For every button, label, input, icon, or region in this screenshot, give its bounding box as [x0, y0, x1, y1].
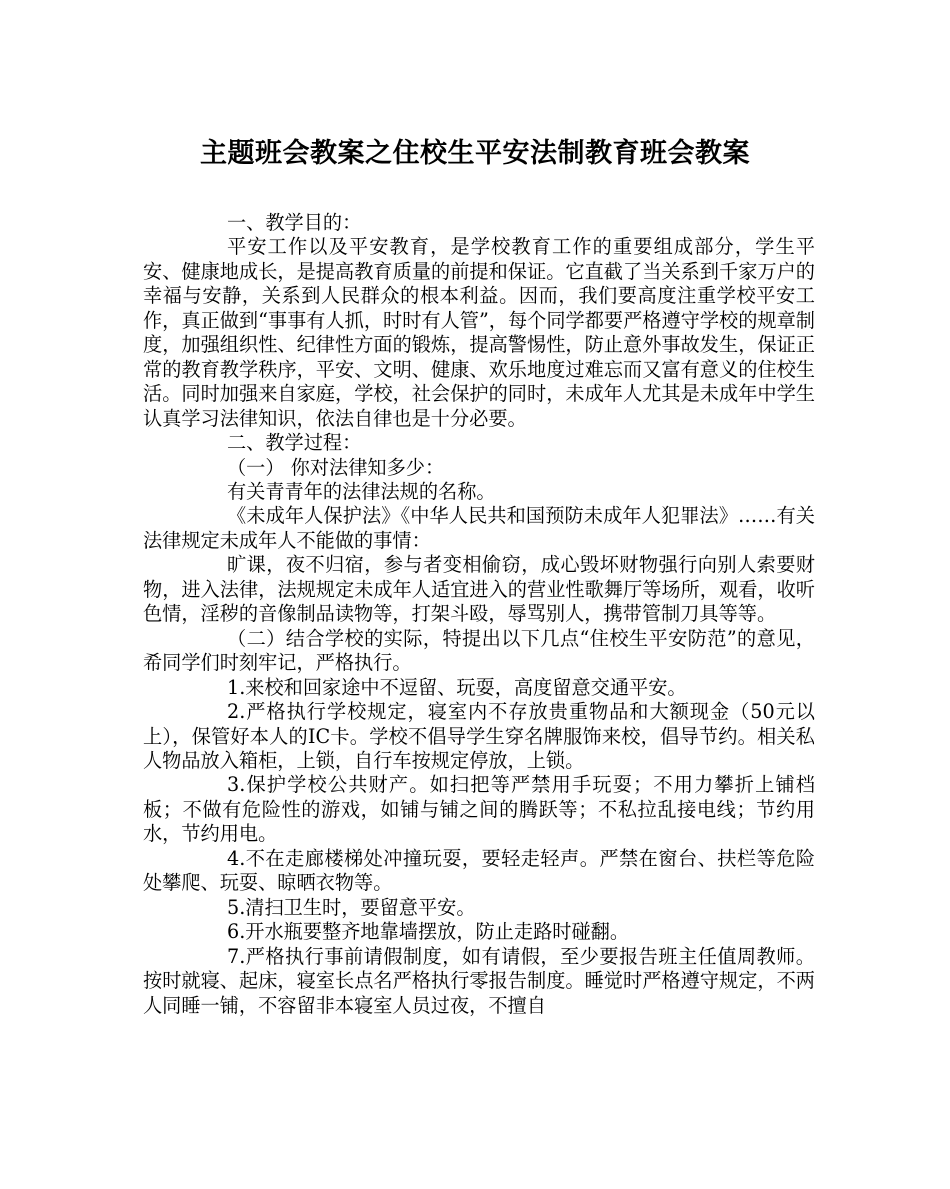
paragraph-rule-5: 5.清扫卫生时，要留意平安。 [227, 895, 476, 919]
paragraph-section-two-heading: （二）结合学校的实际，特提出以下几点“住校生平安防范”的意见，希同学们时刻牢记，严格执行。 [143, 626, 815, 675]
paragraph-section-one-heading: （一） 你对法律知多少： [227, 455, 445, 479]
paragraph-law-list: 《未成年人保护法》《中华人民共和国预防未成年人犯罪法》……有关法律规定未成年人不能做的事情： [143, 504, 815, 552]
paragraph-prohibited-acts: 旷课，夜不归宿，参与者变相偷窃，成心毁坏财物强行向别人索要财物，进入法律，法规规定未成年人适宜进入的营业性歌舞厅等场所，观看，收听色情，淫秽的音像制品读物等，打架斗殴，辱骂别人，携带管制刀具等等。 [143, 553, 815, 626]
document-body [143, 211, 815, 1018]
paragraph-law-names: 有关青青年的法律法规的名称。 [227, 479, 496, 503]
paragraph-rule-1: 1.来校和回家途中不逗留、玩耍，高度留意交通平安。 [227, 675, 687, 699]
paragraph-rule-6: 6.开水瓶要整齐地靠墙摆放，防止走路时碰翻。 [227, 920, 630, 944]
paragraph-process-heading: 二、教学过程： [227, 431, 362, 455]
paragraph-rule-7: 7.严格执行事前请假制度，如有请假，至少要报告班主任值周教师。按时就寝、起床，寝室长点名严格执行零报告制度。睡觉时严格遵守规定，不两人同睡一铺，不容留非本寝室人员过夜，不擅自 [143, 944, 815, 1017]
paragraph-rule-2: 2.严格执行学校规定，寝室内不存放贵重物品和大额现金（50元以上），保管好本人的IC卡。学校不倡导学生穿名牌服饰来校，倡导节约。相关私人物品放入箱柜，上锁，自行车按规定停放，上锁。 [143, 700, 815, 772]
paragraph-rule-3: 3.保护学校公共财产。如扫把等严禁用手玩耍；不用力攀折上铺档板；不做有危险性的游戏，如铺与铺之间的腾跃等；不私拉乱接电线；节约用水，节约用电。 [143, 773, 815, 846]
paragraph-rule-4: 4.不在走廊楼梯处冲撞玩耍，要轻走轻声。严禁在窗台、扶栏等危险处攀爬、玩耍、晾晒衣物等。 [143, 846, 815, 895]
paragraph-objective-text: 平安工作以及平安教育，是学校教育工作的重要组成部分，学生平安、健康地成长，是提高教育质量的前提和保证。它直截了当关系到千家万户的幸福与安静，关系到人民群众的根本利益。因而，我们要高度注重学校平安工作，真正做到“事事有人抓，时时有人管”，每个同学都要严格遵守学校的规章制度，加强组织性、纪律性方面的锻炼，提高警惕性，防止意外事故发生，保证正常的教育教学秩序，平安、文明、健康、欢乐地度过难忘而又富有意义的住校生活。同时加强来自家庭，学校，社会保护的同时，未成年人尤其是未成年中学生认真学习法律知识，依法自律也是十分必要。 [143, 235, 815, 430]
document-title: 主题班会教案之住校生平安法制教育班会教案 [200, 138, 750, 169]
paragraph-objective-heading: 一、教学目的： [227, 211, 362, 234]
